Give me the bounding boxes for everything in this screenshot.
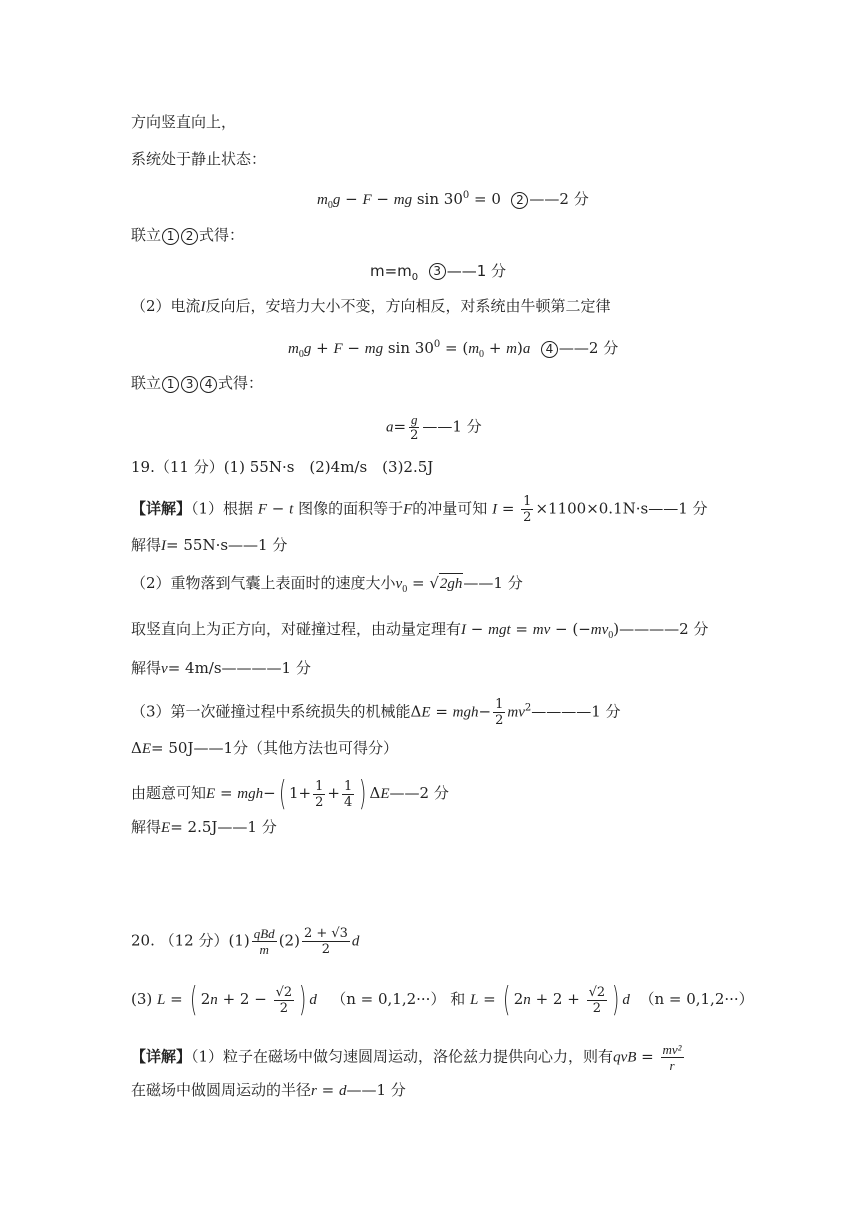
q19-detail-8: 由题意可知E = mgh−( 1+ $\frac{1}{2}$ + $\frac{1}{4}$ ) ΔE——2 分 [131,774,449,814]
equation-3: $m_0g + F$ − mg $\sin 30^0 = (m_0 + m)a$ 4 ——2 分 [288,339,619,360]
text-line: （2）电流I反向后，安培力大小不变，方向相反，对系统由牛顿第二定律 [131,297,611,315]
text-line: 方向竖直向上， [131,113,237,131]
q19-detail-4: 取竖直向上为正方向，对碰撞过程，由动量定理有I − mgt = mv − $(-mv_0)————2$ 分 [131,620,709,641]
question-20-part-3: (3) L = ( 2n + 2 − $\frac{√2}{2}$ ) d （n = 0,1,2···） 和 L = ( 2n + 2 + $\frac{√2}{2}$ ) d （n = 0,1,2···） [131,980,754,1020]
equation-2: $m=m_0$ 3 ——1 分 [370,262,507,283]
equation-1: $m_0g - F$ − mg $\sin 30^0 = 0$ 2 ——2 分 [317,190,589,211]
q19-detail-2: 解得I= 55N·s——1 分 [131,536,288,554]
q20-detail-2: 在磁场中做圆周运动的半径r = d——1 分 [131,1081,406,1099]
question-20-header: 20. （12 分）(1) $\frac{\text{qBd}}{m}$ (2) $\frac{2 + √3}{2}$ d [131,926,360,957]
q19-detail-1: 【详解】（1）根据 F − t 图像的面积等于F的冲量可知 I = $\frac{1}{2}$ ×1100×0.1N·s——1 分 [131,494,708,525]
text-line: 联立 1 2 式得： [131,226,245,244]
text-line: 联立 1 3 4 式得： [131,374,264,392]
q19-detail-7: ΔE= 50J——1分（其他方法也可得分） [131,739,398,757]
q19-detail-6: （3）第一次碰撞过程中系统损失的机械能ΔE = mgh− $\frac{1}{2}$ $mv^2————1$ 分 [131,697,621,728]
equation-4: a= $\frac{g}{2}$ ——1 分 [386,412,482,443]
q19-detail-5: 解得v= 4m/s————1 分 [131,659,311,677]
q19-detail-9: 解得E= 2.5J——1 分 [131,818,277,836]
q19-detail-3: （2）重物落到气囊上表面时的速度大小$v_0$ = √2gh——1 分 [131,574,523,595]
circled-2: 2 [511,192,528,209]
question-19-header: 19.（11 分）(1) 55N·s (2)4m/s (3)2.5J [131,458,434,476]
q20-detail-1: 【详解】（1）粒子在磁场中做匀速圆周运动，洛伦兹力提供向心力，则有qvB = $\frac{\text{mv²}}{r}$ [131,1042,682,1073]
text-line: 系统处于静止状态： [131,150,267,168]
